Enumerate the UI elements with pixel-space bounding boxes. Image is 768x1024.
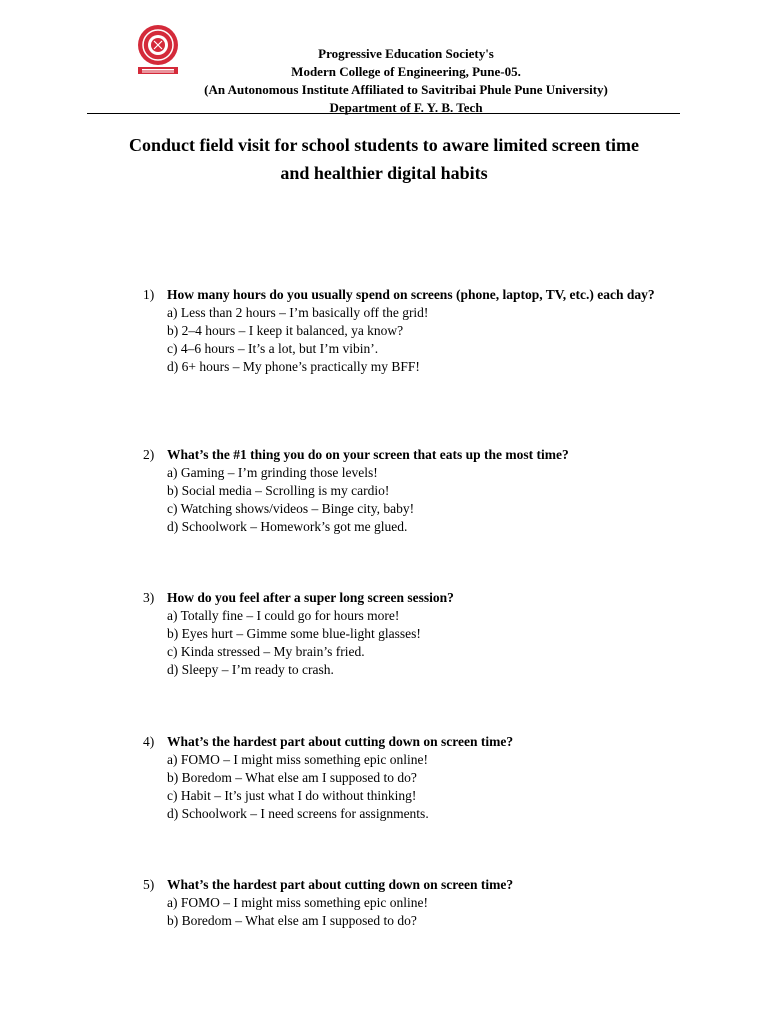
question-4 <box>143 733 683 823</box>
option-a: a) FOMO – I might miss something epic online! <box>167 895 428 910</box>
option-b: b) Eyes hurt – Gimme some blue-light glasses! <box>167 626 421 641</box>
option-b: b) 2–4 hours – I keep it balanced, ya know? <box>167 323 404 338</box>
affiliation: (An Autonomous Institute Affiliated to Savitribai Phule Pune University) <box>204 82 608 97</box>
question-text: What’s the hardest part about cutting down on screen time? <box>167 877 514 892</box>
option-d: d) Sleepy – I’m ready to crash. <box>167 662 334 677</box>
college-name: Modern College of Engineering, Pune-05. <box>291 64 521 79</box>
question-number: 5) <box>143 877 155 892</box>
question-5 <box>143 876 683 930</box>
option-a: a) Less than 2 hours – I’m basically off the grid! <box>167 305 429 320</box>
society-name: Progressive Education Society's <box>318 46 494 61</box>
option-c: c) Watching shows/videos – Binge city, baby! <box>167 501 415 516</box>
question-number: 3) <box>143 590 155 605</box>
option-a: a) FOMO – I might miss something epic online! <box>167 752 428 767</box>
option-a: a) Totally fine – I could go for hours more! <box>167 608 400 623</box>
option-d: d) Schoolwork – I need screens for assignments. <box>167 806 429 821</box>
option-d: d) 6+ hours – My phone’s practically my BFF! <box>167 359 420 374</box>
option-b: b) Social media – Scrolling is my cardio! <box>167 483 390 498</box>
question-text: What’s the #1 thing you do on your screen that eats up the most time? <box>167 447 569 462</box>
question-text: How many hours do you usually spend on screens (phone, laptop, TV, etc.) each day? <box>167 287 655 302</box>
option-list <box>167 894 683 930</box>
title-line-2: and healthier digital habits <box>280 163 488 183</box>
option-d: d) Schoolwork – Homework’s got me glued. <box>167 519 408 534</box>
option-c: c) Kinda stressed – My brain’s fried. <box>167 644 365 659</box>
option-a: a) Gaming – I’m grinding those levels! <box>167 465 378 480</box>
option-b: b) Boredom – What else am I supposed to do? <box>167 770 417 785</box>
option-list <box>167 607 683 679</box>
document-title <box>60 131 708 187</box>
question-number: 1) <box>143 287 155 302</box>
option-c: c) 4–6 hours – It’s a lot, but I’m vibin’. <box>167 341 379 356</box>
header-divider <box>87 113 680 114</box>
institution-header <box>130 45 682 117</box>
question-2 <box>143 446 683 536</box>
department-name: Department of F. Y. B. Tech <box>329 100 483 115</box>
option-list <box>167 304 683 376</box>
option-list <box>167 751 683 823</box>
question-text: What’s the hardest part about cutting down on screen time? <box>167 734 514 749</box>
option-list <box>167 464 683 536</box>
question-3 <box>143 589 683 679</box>
title-line-1: Conduct field visit for school students to aware limited screen time <box>129 135 639 155</box>
option-c: c) Habit – It’s just what I do without thinking! <box>167 788 417 803</box>
question-1 <box>143 286 683 376</box>
question-number: 2) <box>143 447 155 462</box>
question-text: How do you feel after a super long screen session? <box>167 590 454 605</box>
option-b: b) Boredom – What else am I supposed to do? <box>167 913 417 928</box>
question-number: 4) <box>143 734 155 749</box>
